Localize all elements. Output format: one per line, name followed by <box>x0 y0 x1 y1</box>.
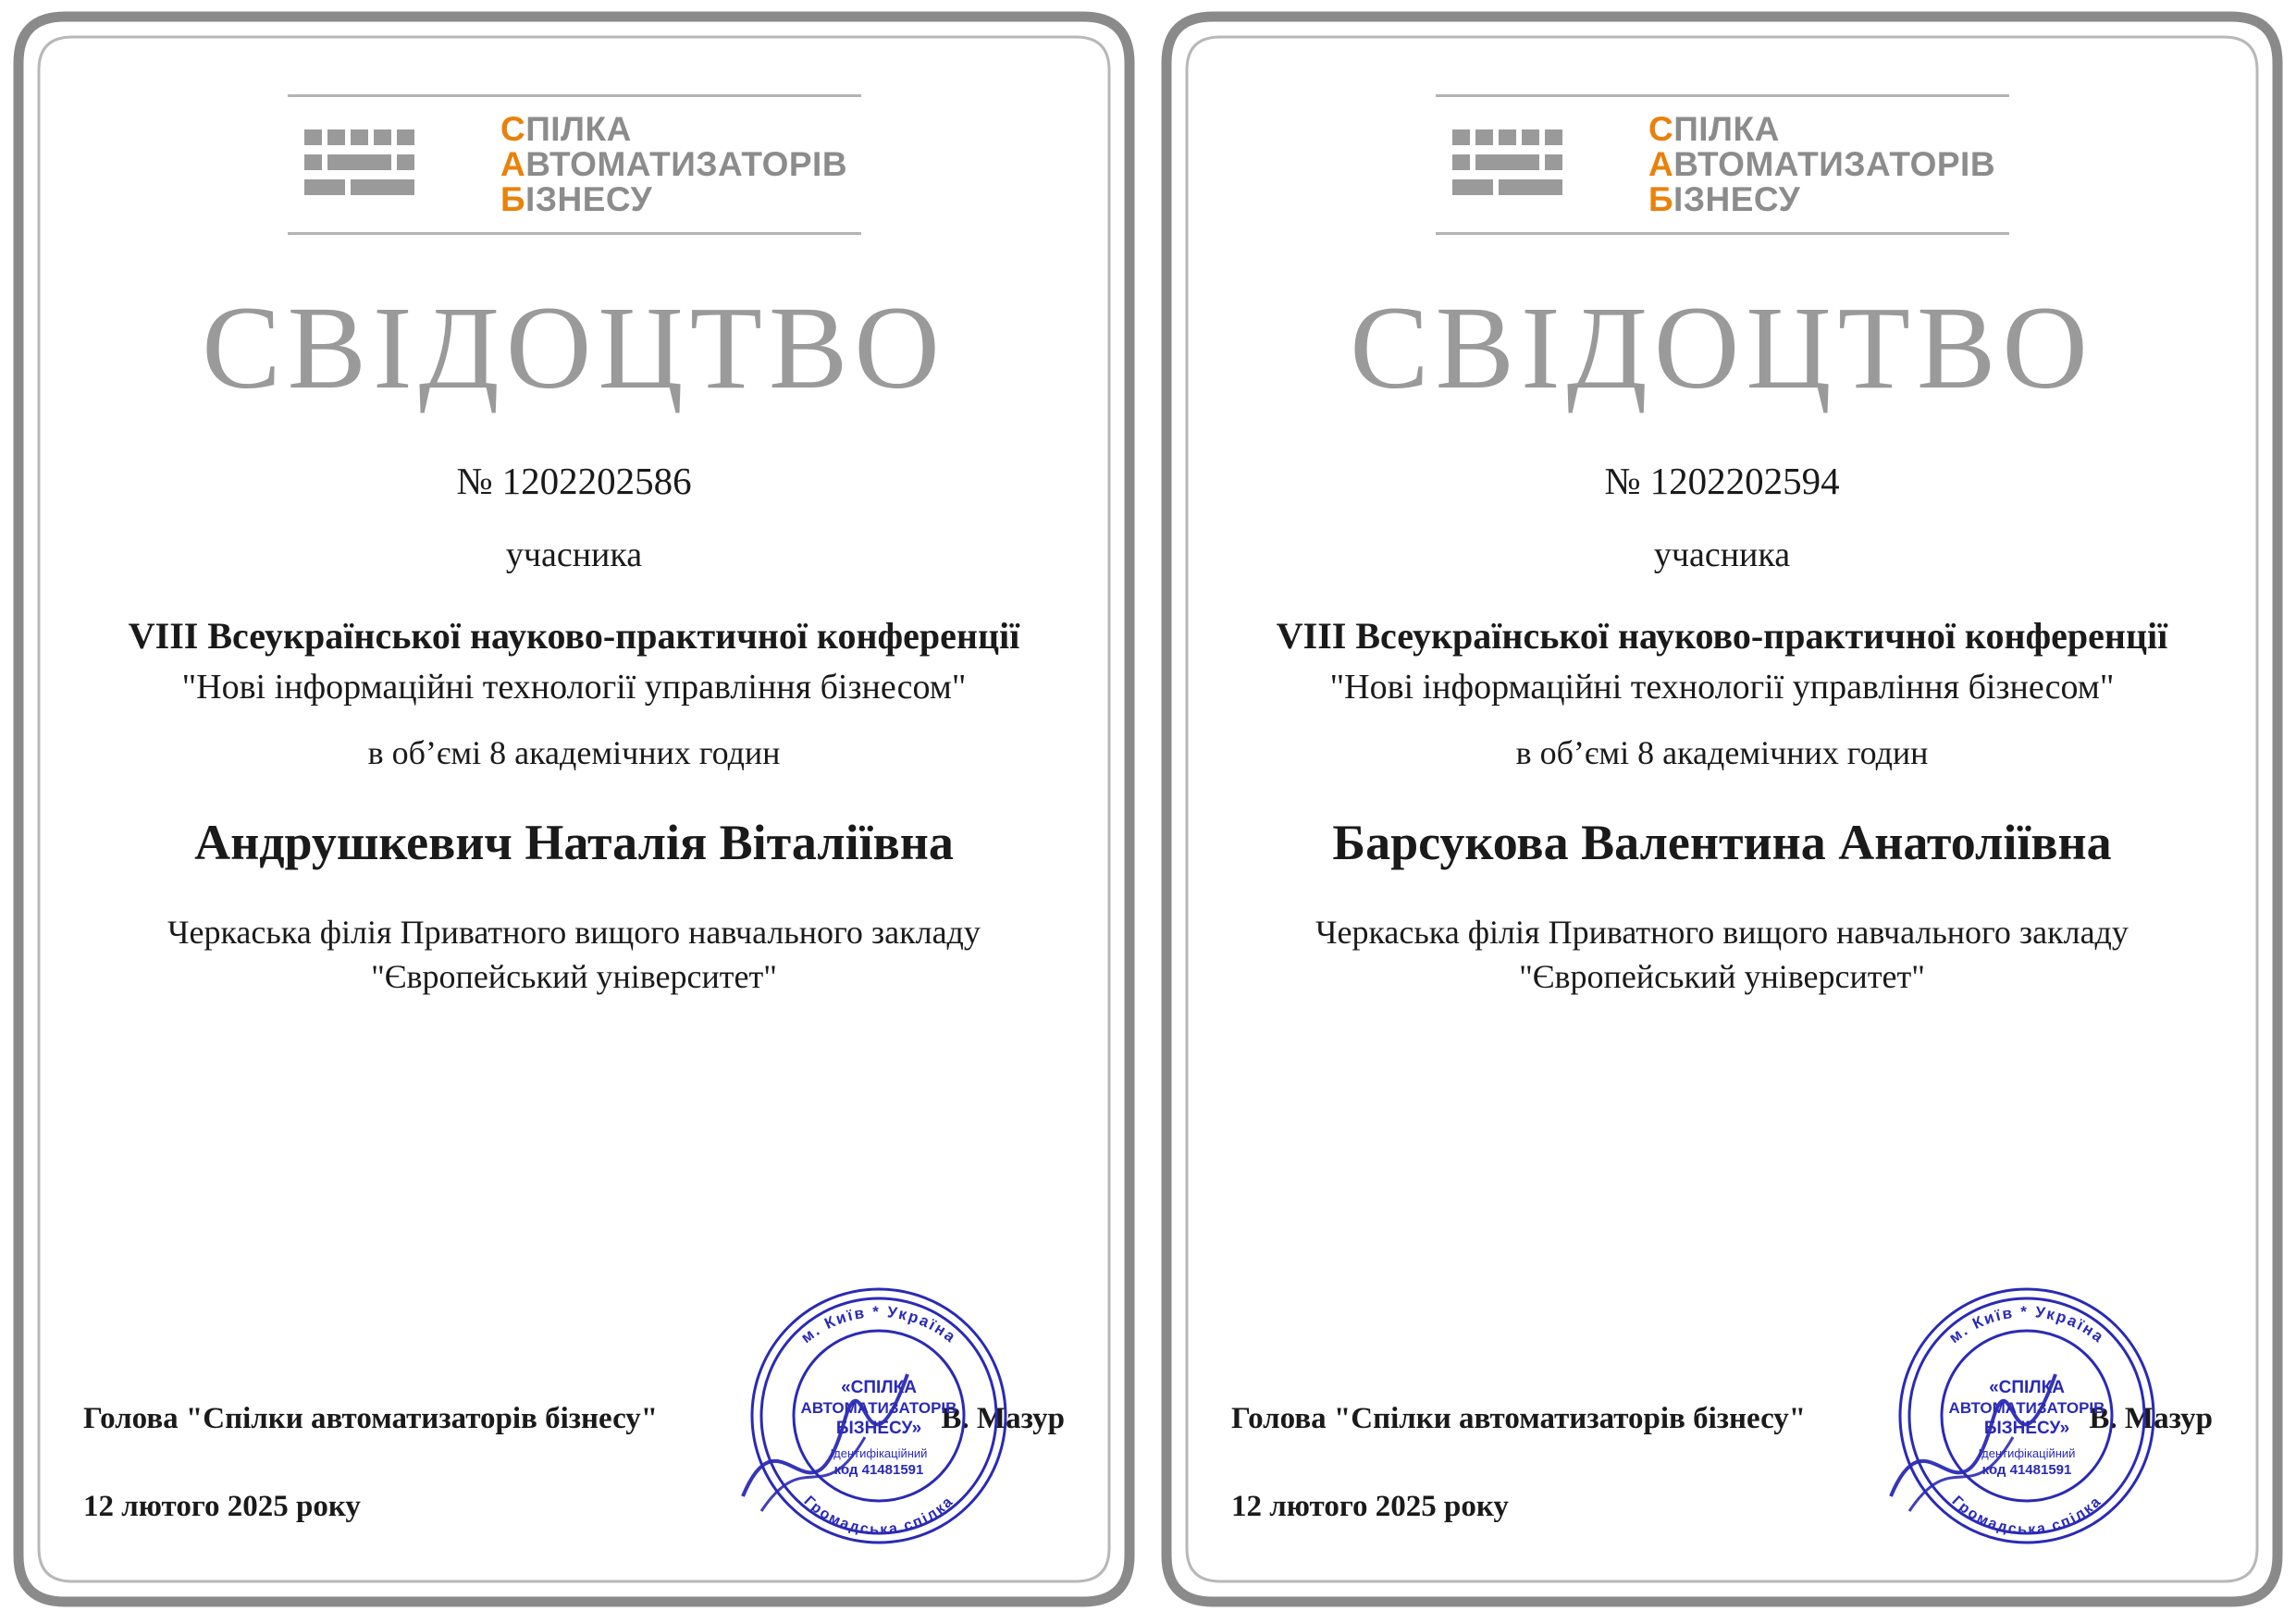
svg-text:АВТОМАТИЗАТОРІВ: АВТОМАТИЗАТОРІВ <box>800 1399 957 1417</box>
logo-line-3: БІЗНЕСУ <box>500 180 653 219</box>
certificate-footer <box>1231 1402 2213 1524</box>
svg-text:БІЗНЕСУ»: БІЗНЕСУ» <box>835 1419 922 1438</box>
recipient-name: Андрушкевич Наталія Віталіївна <box>194 815 954 871</box>
logo-rule-bottom <box>1436 232 2009 235</box>
certificate-number: № 1202202586 <box>456 460 692 503</box>
participant-label: учасника <box>1653 535 1791 575</box>
svg-text:Громадська спілка: Громадська спілка <box>1948 1493 2105 1539</box>
logo-rule-top <box>288 94 861 97</box>
logo-line-3: БІЗНЕСУ <box>1648 180 1801 219</box>
svg-text:«СПІЛКА: «СПІЛКА <box>841 1378 917 1397</box>
signer-name: В. Мазур <box>941 1402 1065 1435</box>
certificate-card <box>7 6 1141 1613</box>
issue-date: 12 лютого 2025 року <box>1231 1490 1509 1523</box>
certificate-number: № 1202202594 <box>1604 460 1840 503</box>
course-volume: в об’ємі 8 академічних годин <box>1515 734 1929 772</box>
certificate-title: СВІДОЦТВО <box>202 282 946 414</box>
svg-text:«СПІЛКА: «СПІЛКА <box>1989 1378 2065 1397</box>
logo-line-2: АВТОМАТИЗАТОРІВ <box>1648 145 1996 184</box>
certificate-title: СВІДОЦТВО <box>1350 282 2094 414</box>
logo-rule-bottom <box>288 232 861 235</box>
course-volume: в об’ємі 8 академічних годин <box>367 734 781 772</box>
certificate-card <box>1155 6 2289 1613</box>
signer-title: Голова "Спілки автоматизаторів бізнесу" <box>83 1402 659 1435</box>
logo-line-1: СПІЛКА <box>500 110 632 148</box>
svg-text:Ідентифікаційний: Ідентифікаційний <box>830 1446 928 1460</box>
certificate-footer <box>83 1402 1065 1524</box>
organization-logo <box>288 94 861 235</box>
svg-text:код 41481591: код 41481591 <box>1981 1462 2072 1478</box>
svg-text:м. Київ * Україна: м. Київ * Україна <box>1945 1302 2108 1347</box>
svg-text:код 41481591: код 41481591 <box>833 1462 924 1478</box>
issue-date: 12 лютого 2025 року <box>83 1490 361 1523</box>
svg-text:АВТОМАТИЗАТОРІВ: АВТОМАТИЗАТОРІВ <box>1948 1399 2105 1417</box>
conference-name-line2: "Нові інформаційні технології управління бізнесом" <box>181 668 967 707</box>
svg-text:БІЗНЕСУ»: БІЗНЕСУ» <box>1983 1419 2070 1438</box>
conference-name-line1: VIII Всеукраїнської науково-практичної конференції <box>1276 615 2168 658</box>
logo-wordmark <box>1648 112 1995 217</box>
logo-wordmark <box>500 112 847 217</box>
recipient-organization: Черкаська філія Приватного вищого навчального закладу "Європейський університет" <box>1315 914 2129 995</box>
recipient-name: Барсукова Валентина Анатоліївна <box>1332 815 2112 871</box>
signer-name: В. Мазур <box>2089 1402 2213 1435</box>
conference-name-line1: VIII Всеукраїнської науково-практичної конференції <box>128 615 1020 658</box>
svg-text:Громадська спілка: Громадська спілка <box>800 1493 957 1539</box>
organization-logo <box>1436 94 2009 235</box>
participant-label: учасника <box>505 535 643 575</box>
logo-line-2: АВТОМАТИЗАТОРІВ <box>500 145 848 184</box>
recipient-organization: Черкаська філія Приватного вищого навчального закладу "Європейський університет" <box>167 914 981 995</box>
svg-text:м. Київ * Україна: м. Київ * Україна <box>797 1302 960 1347</box>
logo-rule-top <box>1436 94 2009 97</box>
logo-line-1: СПІЛКА <box>1648 110 1780 148</box>
signer-title: Голова "Спілки автоматизаторів бізнесу" <box>1231 1402 1807 1435</box>
logo-mark-icon <box>1449 122 1624 207</box>
conference-name-line2: "Нові інформаційні технології управління бізнесом" <box>1329 668 2115 707</box>
logo-mark-icon <box>301 122 476 207</box>
svg-text:Ідентифікаційний: Ідентифікаційний <box>1978 1446 2076 1460</box>
